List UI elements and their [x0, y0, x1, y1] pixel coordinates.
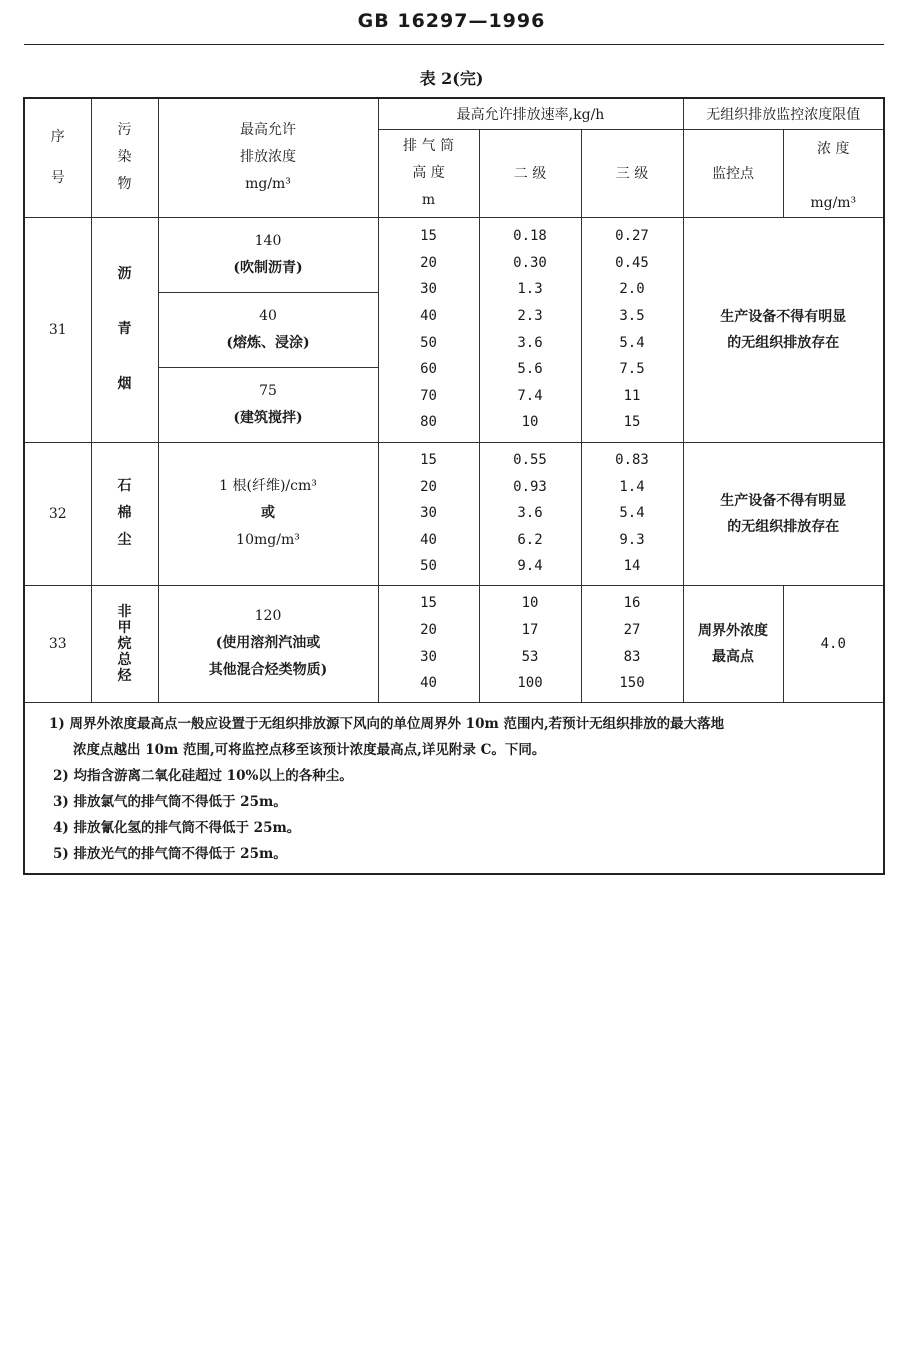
row33-max-concentration: 120 (使用溶剂汽油或 其他混合烃类物质)	[158, 585, 378, 702]
row31-grade3: 0.27 0.45 2.0 3.5 5.4 7.5 11 15	[581, 217, 683, 442]
row31-seq: 31	[24, 217, 91, 442]
row33-concentration: 4.0	[783, 585, 884, 702]
row32-max-concentration: 1 根(纤维)/cm³ 或 10mg/m³	[158, 442, 378, 585]
table-footnotes	[24, 702, 884, 874]
table-title: 表 2(完)	[419, 69, 484, 88]
row31-conc-block: 140 (吹制沥青)	[158, 217, 378, 292]
row33-pollutant: 非 甲 烷 总 烃	[91, 585, 158, 702]
emission-limits-table	[23, 97, 885, 875]
header-rule	[24, 44, 884, 45]
document-id: GB 16297—1996	[357, 10, 546, 32]
row31-heights: 15 20 30 40 50 60 70 80	[378, 217, 479, 442]
row32-grade3: 0.83 1.4 5.4 9.3 14	[581, 442, 683, 585]
row32-heights: 15 20 30 40 50	[378, 442, 479, 585]
header-concentration: 浓 度 mg/m³	[783, 129, 884, 217]
row33-monitor-point: 周界外浓度 最高点	[683, 585, 783, 702]
header-grade3: 三 级	[581, 129, 683, 217]
footnote: 3) 排放氯气的排气筒不得低于 25m。	[53, 793, 287, 810]
row31-fugitive: 生产设备不得有明显 的无组织排放存在	[683, 217, 884, 442]
header-stack-height: 排 气 筒 高 度 m	[378, 129, 479, 217]
row33-seq: 33	[24, 585, 91, 702]
row31-grade2: 0.18 0.30 1.3 2.3 3.6 5.6 7.4 10	[479, 217, 581, 442]
header-seq: 序 号	[24, 98, 91, 217]
header-pollutant: 污 染 物	[91, 98, 158, 217]
footnote: 2) 均指含游离二氧化硅超过 10%以上的各种尘。	[53, 767, 353, 784]
row32-pollutant: 石 棉 尘	[91, 442, 158, 585]
footnote: 5) 排放光气的排气筒不得低于 25m。	[53, 845, 287, 862]
row31-pollutant: 沥 青 烟	[91, 217, 158, 442]
row32-grade2: 0.55 0.93 3.6 6.2 9.4	[479, 442, 581, 585]
header-grade2: 二 级	[479, 129, 581, 217]
row31-conc-block: 40 (熔炼、浸涂)	[158, 292, 378, 367]
row31-conc-block: 75 (建筑搅拌)	[158, 367, 378, 442]
row33-heights: 15 20 30 40	[378, 585, 479, 702]
row33-grade2: 10 17 53 100	[479, 585, 581, 702]
row33-grade3: 16 27 83 150	[581, 585, 683, 702]
row32-fugitive: 生产设备不得有明显 的无组织排放存在	[683, 442, 884, 585]
header-monitor-point: 监控点	[683, 129, 783, 217]
footnote: 4) 排放氰化氢的排气筒不得低于 25m。	[53, 819, 301, 836]
footnote: 浓度点越出 10m 范围,可将监控点移至该预计浓度最高点,详见附录 C。下同。	[73, 741, 546, 758]
footnote: 1) 周界外浓度最高点一般应设置于无组织排放源下风向的单位周界外 10m 范围内,若预计无组织排放的最大落地	[49, 715, 725, 732]
header-fugitive-group: 无组织排放监控浓度限值	[683, 98, 884, 129]
header-max-concentration: 最高允许 排放浓度 mg/m³	[158, 98, 378, 217]
header-rate-group: 最高允许排放速率,kg/h	[378, 98, 683, 129]
row32-seq: 32	[24, 442, 91, 585]
